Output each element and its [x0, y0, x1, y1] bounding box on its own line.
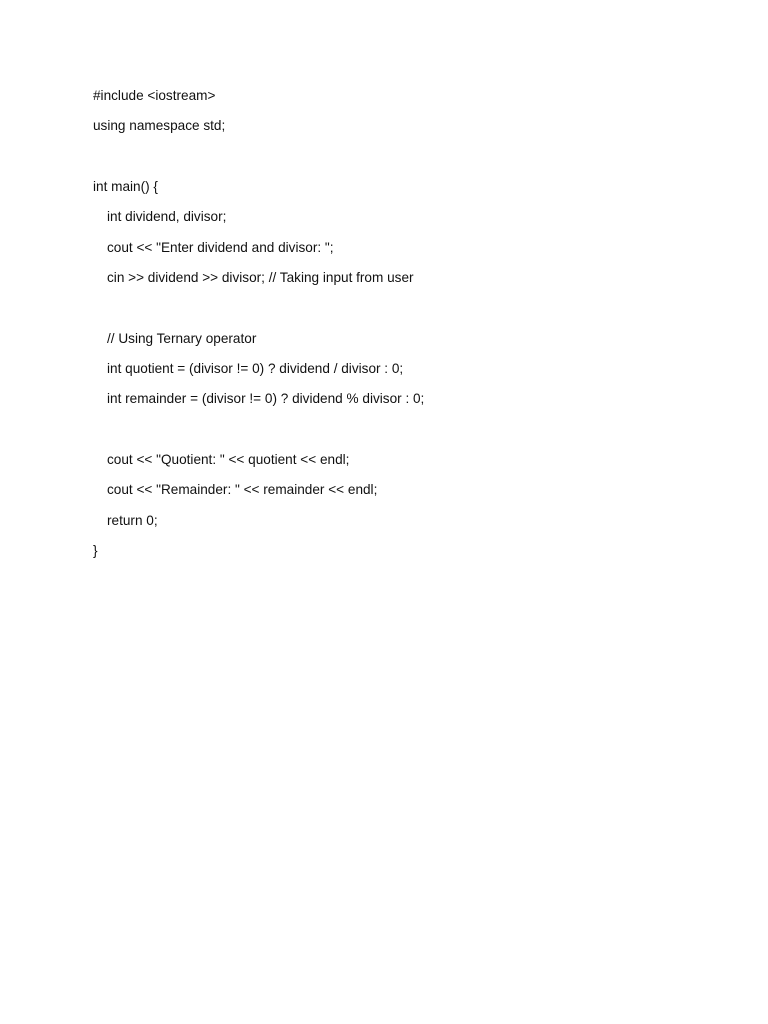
code-line: int quotient = (divisor != 0) ? dividend / divisor : 0; — [107, 361, 404, 377]
code-line: using namespace std; — [93, 118, 226, 134]
code-line: } — [93, 543, 98, 559]
code-line: int main() { — [93, 179, 158, 195]
code-line: cout << "Remainder: " << remainder << endl; — [107, 482, 378, 498]
code-line: int remainder = (divisor != 0) ? dividend % divisor : 0; — [107, 391, 425, 407]
code-line: #include <iostream> — [93, 88, 216, 103]
code-line: return 0; — [107, 512, 158, 528]
code-line: cout << "Quotient: " << quotient << endl; — [107, 452, 350, 468]
code-line: int dividend, divisor; — [107, 209, 227, 225]
blank-line — [93, 420, 713, 450]
code-block — [93, 86, 713, 572]
blank-line — [93, 147, 713, 177]
code-comment-line: // Using Ternary operator — [107, 330, 257, 346]
blank-line — [93, 298, 713, 328]
code-line: cout << "Enter dividend and divisor: "; — [107, 239, 334, 255]
code-line: cin >> dividend >> divisor; // Taking input from user — [107, 270, 414, 286]
